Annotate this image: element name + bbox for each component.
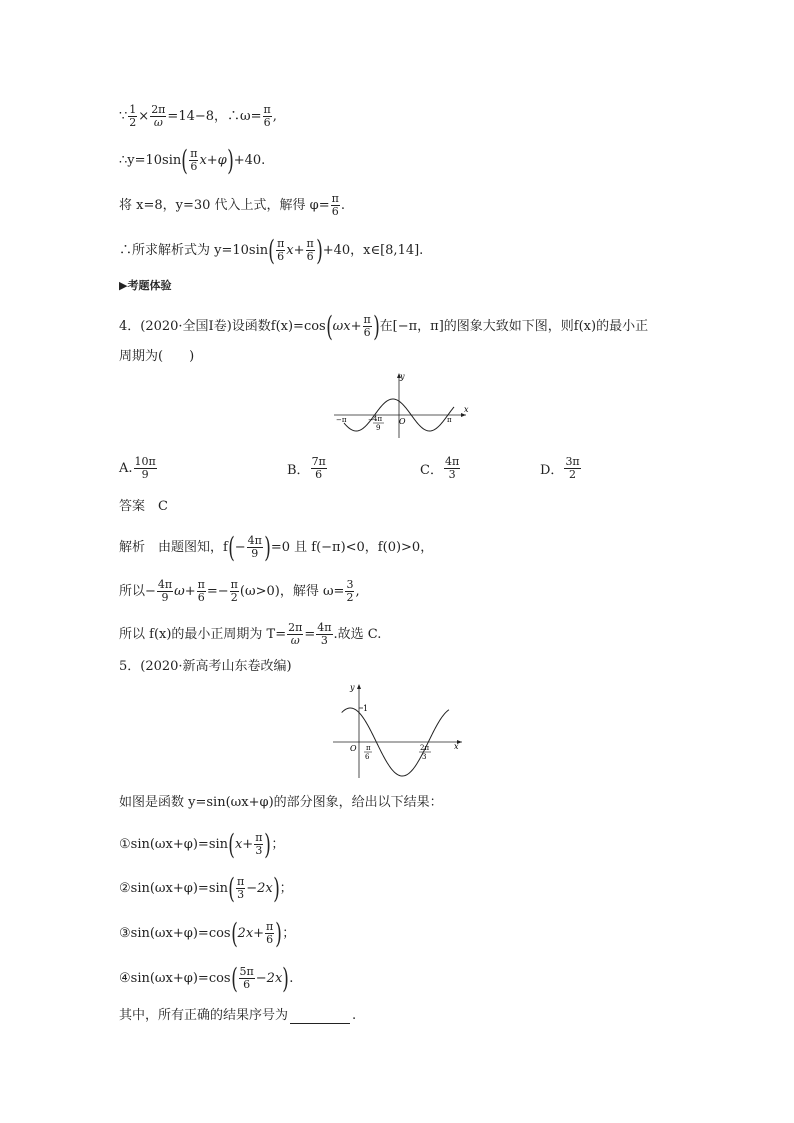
right-paren: ) — [282, 961, 290, 995]
option-label: D． — [540, 463, 564, 478]
frac-pi-6: $\frac{\pi}{6}$ — [331, 192, 339, 218]
q5-ask-a: 其中，所有正确的结果序号为 — [119, 1008, 289, 1023]
q5-head: 5．(2020·新高考山东卷改编) — [119, 659, 292, 674]
frac-pi-3: $\frac{\pi}{3}$ — [255, 831, 263, 857]
sol3-line1 — [119, 104, 277, 129]
q4-tick-den: 9 — [376, 424, 381, 432]
times-symbol: × — [138, 108, 150, 124]
q4-sol2-a: 所以− — [119, 583, 156, 599]
left-paren: ( — [230, 961, 238, 995]
q4-sol3-c: .故选 C. — [333, 626, 382, 642]
option-label: A. — [119, 461, 133, 476]
sol3-l2-a: ∴y=10sin — [119, 152, 182, 168]
right-paren: ) — [372, 309, 380, 343]
q4-sol2-b: ω+ — [174, 583, 196, 599]
frac-pi-6: $\frac{\pi}{6}$ — [277, 237, 285, 263]
frac-3-2: $\frac{3}{2}$ — [346, 578, 354, 604]
q5-intro — [119, 793, 443, 813]
q5-r2-a: ②sin(ωx+φ)=sin — [119, 880, 229, 896]
frac-4pi-3: $\frac{4\pi}{3}$ — [317, 621, 332, 647]
q5-tick2-num: 2π — [420, 744, 430, 752]
q4-stem-b: ωx+ — [332, 318, 362, 334]
frac-pi-2: $\frac{\pi}{2}$ — [230, 578, 238, 604]
q5-sin-graph — [330, 680, 465, 782]
right-paren: ) — [264, 530, 271, 564]
right-paren: ) — [315, 233, 323, 267]
right-paren: ) — [264, 827, 272, 861]
option-frac: $\frac{7\pi}{6}$ — [311, 455, 326, 481]
frac-5pi-6: $\frac{5\pi}{6}$ — [239, 965, 254, 991]
q5-y-arrow — [357, 684, 361, 689]
answer-blank[interactable] — [290, 1009, 350, 1024]
q5-result-3 — [119, 916, 296, 950]
q5-question — [119, 1006, 356, 1026]
right-paren: ) — [275, 916, 283, 950]
q5-r3-c: ； — [282, 925, 296, 941]
q5-tick1-den: 6 — [365, 753, 370, 761]
option-label: C． — [420, 463, 443, 478]
q5-ask-b: . — [352, 1008, 357, 1023]
right-paren: ) — [226, 143, 234, 177]
q4-origin-label: O — [399, 417, 406, 426]
q4-sol1-b: =0 且 f(−π)<0，f(0)>0， — [270, 539, 434, 555]
left-paren: ( — [268, 233, 275, 267]
q4-option-b[interactable] — [287, 456, 328, 481]
q4-sol2-d: (ω>0)，解得 ω= — [239, 583, 345, 599]
frac-2pi-omega: $\frac{2\pi}{\omega}$ — [151, 103, 166, 129]
q4-sol2-e: , — [355, 583, 360, 599]
sol3-line3 — [119, 193, 345, 218]
q5-r4-c: . — [289, 970, 294, 986]
q5-tick2-den: 3 — [422, 753, 427, 761]
frac-pi-6: $\frac{\pi}{6}$ — [190, 147, 198, 173]
q4-cos-graph — [330, 370, 470, 440]
sol3-l4-c: +40，x∈[8,14]. — [322, 242, 424, 258]
q5-r2-c: ； — [279, 880, 293, 896]
q4-neg-pi-label: −π — [336, 416, 347, 424]
sol3-l2-c: +40. — [233, 152, 266, 168]
left-paren: ( — [228, 871, 235, 905]
q5-r2-b: −2x — [246, 880, 273, 896]
frac-pi-6: $\frac{\pi}{6}$ — [263, 103, 271, 129]
q5-r1-c: ； — [271, 836, 285, 852]
q4-y-label: y — [400, 372, 405, 381]
left-paren: ( — [230, 916, 238, 950]
q5-r1-a: ①sin(ωx+φ)=sin — [119, 836, 229, 852]
section-label: ▶考题体验 — [119, 279, 172, 292]
q5-result-2 — [119, 871, 293, 905]
q5-r4-b: −2x — [255, 970, 283, 986]
q4-solution-line2 — [119, 579, 360, 604]
q5-r4-a: ④sin(ωx+φ)=cos — [119, 970, 231, 986]
left-paren: ( — [228, 530, 235, 564]
q4-option-c[interactable] — [420, 456, 461, 481]
left-paren: ( — [325, 309, 333, 343]
sol3-l3-a: 将 x=8，y=30 代入上式，解得 φ= — [119, 197, 330, 213]
q4-sol2-c: =− — [206, 583, 229, 599]
sol3-line4 — [119, 233, 424, 267]
frac-pi-6: $\frac{\pi}{6}$ — [197, 578, 205, 604]
sol3-l1-end: , — [272, 108, 277, 124]
q4-sol3-a: 所以 f(x)的最小正周期为 T= — [119, 626, 287, 642]
q4-sol1-a: 解析 由题图知，f — [119, 539, 228, 555]
sol3-l1-eq: =14−8，∴ω= — [167, 108, 262, 124]
q5-origin-label: O — [350, 744, 357, 753]
q4-solution-line3 — [119, 622, 381, 647]
option-label: B． — [287, 463, 310, 478]
option-frac: $\frac{10\pi}{9}$ — [134, 455, 156, 481]
frac-one-half: $\frac{1}{2}$ — [129, 103, 137, 129]
q4-x-label: x — [464, 405, 469, 414]
frac-pi-6: $\frac{\pi}{6}$ — [306, 237, 314, 263]
q4-stem — [119, 309, 649, 343]
left-paren: ( — [228, 827, 235, 861]
because-symbol: ∵ — [119, 108, 128, 124]
q4-sol3-b: = — [304, 626, 316, 642]
frac-4pi-9: $\frac{4\pi}{9}$ — [157, 578, 173, 604]
sol3-l2-b: x+φ — [199, 152, 227, 168]
q5-result-1 — [119, 827, 285, 861]
q5-x-label: x — [454, 742, 459, 751]
q4-tick-minus: − — [368, 416, 374, 424]
q4-solution-line1: 解析 由题图知，f ( − $\frac{4\pi}{9}$ ) =0 且 f(−π)<0，f(0)>0， — [119, 530, 434, 564]
q5-r3-a: ③sin(ωx+φ)=cos — [119, 925, 231, 941]
sol3-l3-end: . — [340, 197, 346, 213]
q4-answer: 答案 C — [119, 499, 168, 514]
left-paren: ( — [181, 143, 189, 177]
q5-r1-b: x+ — [234, 836, 254, 852]
q5-r3-b: 2x+ — [237, 925, 265, 941]
frac-4pi-9: $\frac{4\pi}{9}$ — [247, 534, 262, 560]
frac-pi-6: $\frac{\pi}{6}$ — [363, 313, 371, 339]
q4-stem-a: 4．(2020·全国Ⅰ卷)设函数f(x)=cos — [119, 318, 326, 334]
frac-2pi-omega: $\frac{2\pi}{\omega}$ — [288, 621, 303, 647]
right-paren: ) — [272, 871, 280, 905]
frac-pi-3: $\frac{\pi}{3}$ — [236, 875, 245, 901]
q4-stem-line2: 周期为( ) — [119, 349, 195, 364]
sol3-l4-a: ∴所求解析式为 y=10sin — [119, 242, 269, 258]
frac-pi-6: $\frac{\pi}{6}$ — [266, 920, 274, 946]
q5-one-label: 1 — [363, 704, 369, 713]
q4-pi-label: π — [447, 416, 452, 424]
option-frac: $\frac{3\pi}{2}$ — [565, 455, 580, 481]
q4-option-d[interactable] — [540, 456, 582, 481]
option-frac: $\frac{4\pi}{3}$ — [444, 455, 460, 481]
q5-y-label: y — [350, 683, 355, 692]
q4-stem-c: 在[−π，π]的图象大致如下图，则f(x)的最小正 — [379, 318, 649, 334]
q5-result-4 — [119, 961, 294, 995]
q4-option-a[interactable] — [119, 456, 158, 481]
q4-tick-num: 4π — [373, 415, 383, 423]
q5-tick1-num: π — [366, 744, 371, 752]
sol3-l4-b: x+ — [286, 242, 305, 258]
sol3-line2 — [119, 143, 266, 177]
q5-intro-text: 如图是函数 y=sin(ωx+φ)的部分图象，给出以下结果： — [119, 795, 443, 810]
